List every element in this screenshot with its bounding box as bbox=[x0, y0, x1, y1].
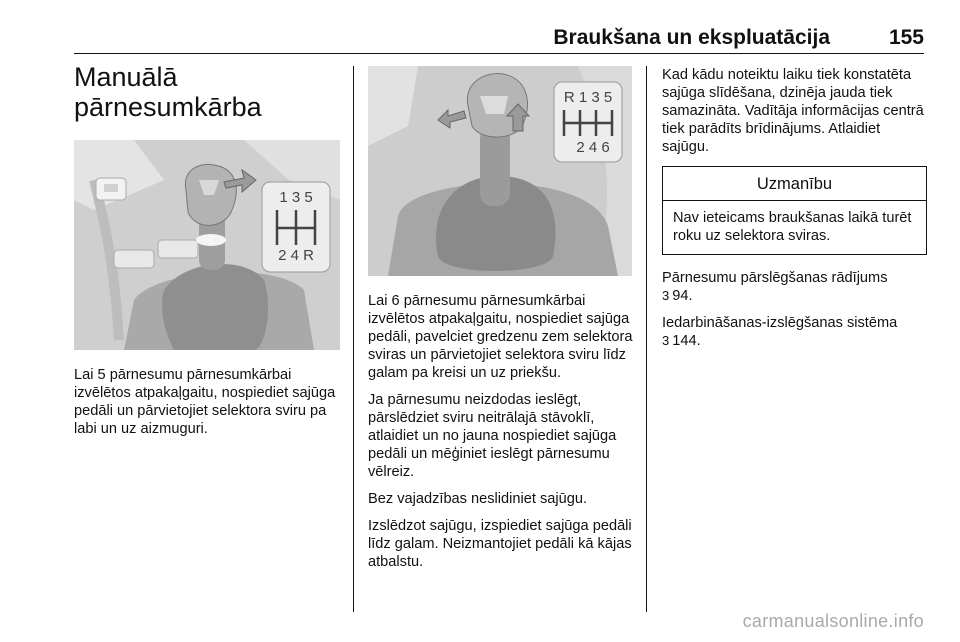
shift-pattern-bottom-label: 2 4 R bbox=[278, 247, 314, 264]
section-heading-line1: Manuālā bbox=[74, 62, 178, 92]
reference-title: Iedarbināšanas-izslēgšanas sistēma bbox=[662, 315, 898, 331]
reference-shift-indicator bbox=[662, 269, 927, 305]
page-number: 155 bbox=[888, 26, 924, 49]
header-title: Braukšana un ekspluatācija bbox=[553, 26, 830, 49]
column-3-text bbox=[662, 66, 927, 359]
watermark: carmanualsonline.info bbox=[742, 611, 924, 631]
column-divider-1 bbox=[353, 66, 354, 612]
paragraph-5-speed-reverse: Lai 5 pārnesumu pārnesumkārbai izvēlētos atpakaļgaitu, nospiediet sajūga pedāli un pārvietojiet selektora sviru pa labi un uz aizmuguri. bbox=[74, 367, 336, 437]
paragraph-clutch-press: Izslēdzot sajūgu, izspiediet sajūga pedāli līdz galam. Neizmantojiet pedāli kā kājas atbalstu. bbox=[368, 518, 632, 570]
paragraph-clutch-slip: Bez vajadzības neslidiniet sajūgu. bbox=[368, 491, 588, 507]
notice-title: Uzmanību bbox=[663, 167, 926, 201]
paragraph-gear-not-engaging: Ja pārnesumu neizdodas ieslēgt, pārslēdziet sviru neitrālajā stāvoklī, atlaidiet un no jauna nospiediet sajūga pedāli un mēģiniet ieslēgt pārnesumu vēlreiz. bbox=[368, 392, 617, 480]
page-reference-icon: 3 bbox=[662, 288, 670, 303]
reference-page-link[interactable]: 144. bbox=[672, 333, 701, 349]
gear-lever-5-speed-figure bbox=[74, 140, 340, 350]
header-rule bbox=[74, 53, 924, 54]
column-divider-2 bbox=[646, 66, 647, 612]
reference-title: Pārnesumu pārslēgšanas rādījums bbox=[662, 270, 888, 286]
shift-pattern-top-label: R 1 3 5 bbox=[563, 89, 613, 106]
reference-page-link[interactable]: 94. bbox=[672, 288, 693, 304]
shift-pattern-bottom-label: 2 4 6 bbox=[576, 139, 610, 156]
section-heading-line2: pārnesumkārba bbox=[74, 92, 262, 122]
page-reference-icon: 3 bbox=[662, 333, 670, 348]
section-heading bbox=[74, 62, 344, 122]
paragraph-clutch-warning: Kad kādu noteiktu laiku tiek konstatēta sajūga slīdēšana, dzinēja jauda tiek samazināta. Vadītāja informācijas centrā tiek parādīts brīdinājums. Atlaidiet sajūgu. bbox=[662, 67, 924, 155]
column-1-text bbox=[74, 366, 346, 447]
gear-lever-5-speed-drawing bbox=[74, 140, 340, 350]
gear-lever-6-speed-drawing bbox=[368, 66, 632, 276]
notice-box bbox=[662, 166, 927, 255]
shift-pattern-top-label: 1 3 5 bbox=[279, 189, 313, 206]
column-2-text bbox=[368, 292, 636, 580]
paragraph-6-speed-reverse: Lai 6 pārnesumu pārnesumkārbai izvēlētos atpakaļgaitu, nospiediet sajūga pedāli, pavelciet gredzenu zem selektora sviras un pārvietojiet selektora sviru līdz galam pa kreisi un uz priekšu. bbox=[368, 293, 633, 381]
notice-body: Nav ieteicams braukšanas laikā turēt roku uz selektora sviras. bbox=[673, 210, 912, 244]
gear-lever-6-speed-figure bbox=[368, 66, 632, 276]
reference-stop-start bbox=[662, 314, 927, 350]
